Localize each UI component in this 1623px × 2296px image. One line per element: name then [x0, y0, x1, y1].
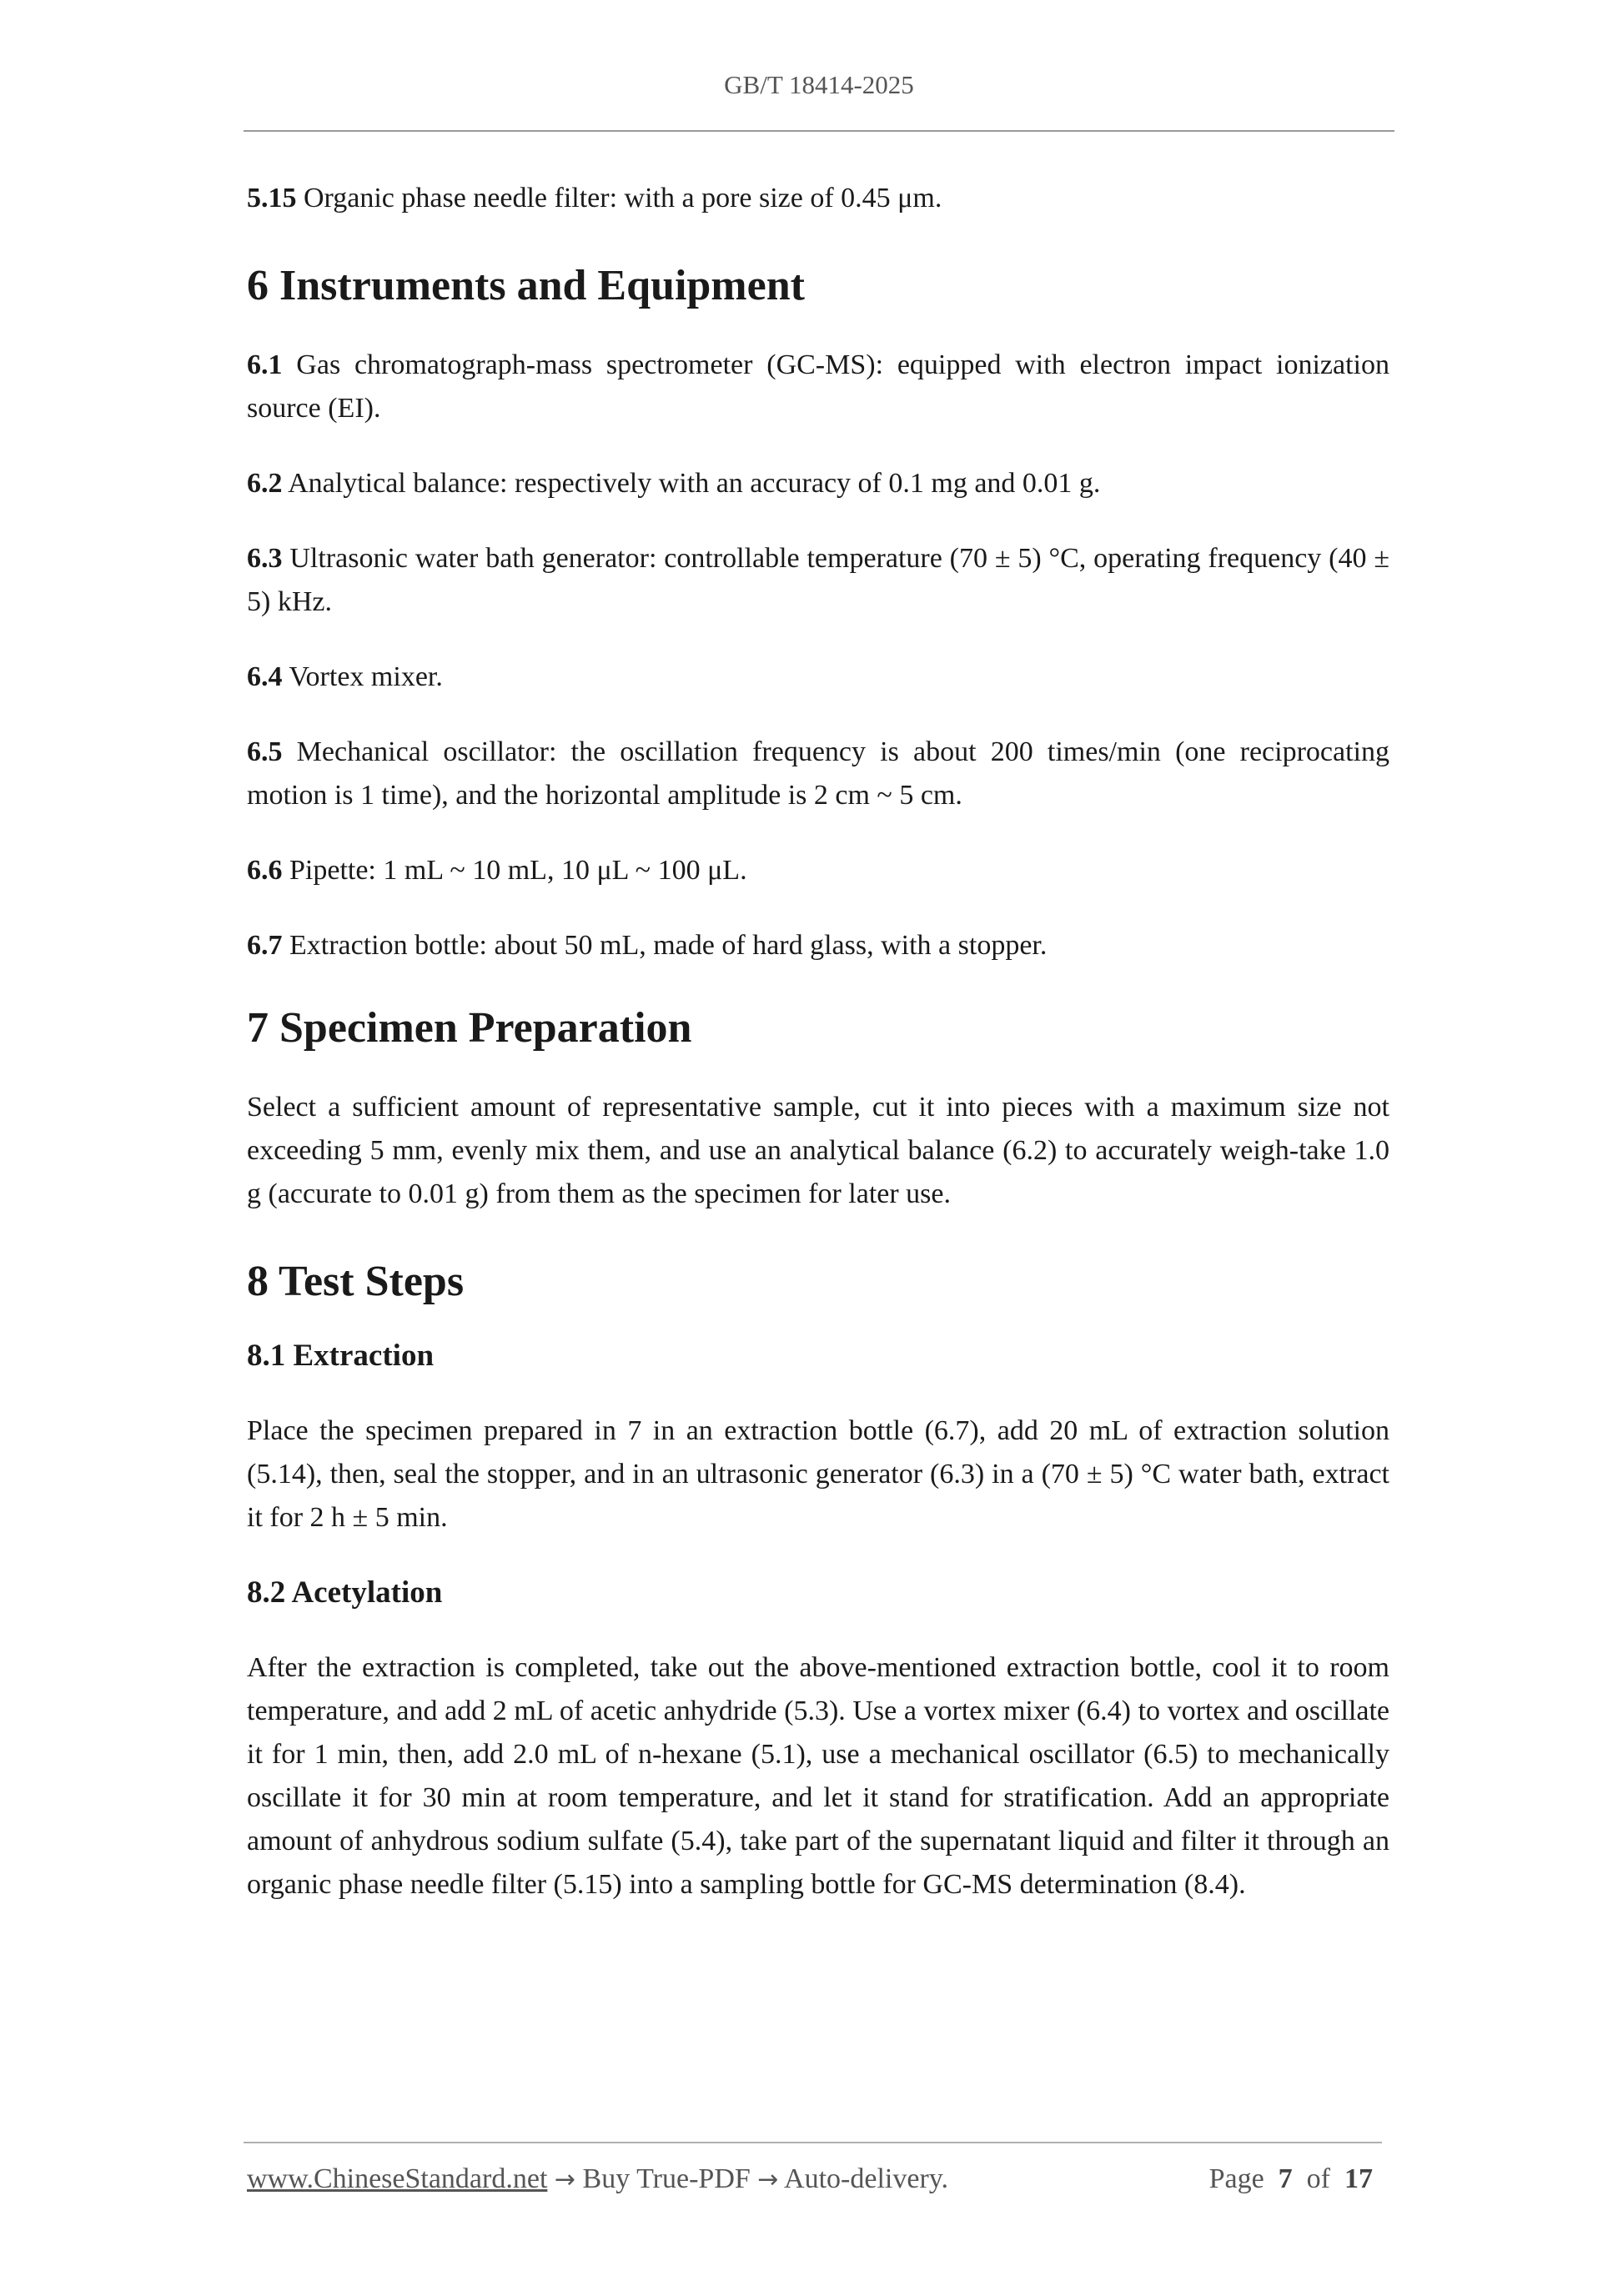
total-page-number: 17 [1344, 2163, 1373, 2194]
clause-number: 6.6 [247, 855, 283, 886]
specimen-preparation-text: Select a sufficient amount of representative sample, cut it into pieces with a maximum size not exceeding 5 mm, evenly mix them, and use an analytical balance (6.2) to accurately weigh-take 1.0 g (accurate to 0.01 g) from them as the specimen for later use. [247, 1092, 1389, 1209]
auto-delivery-text: Auto-delivery. [784, 2163, 949, 2194]
clause-text: Pipette: 1 mL ~ 10 mL, 10 μL ~ 100 μL. [289, 855, 747, 886]
clause-number: 6.1 [247, 349, 283, 380]
clause-6-1 [247, 344, 1389, 430]
arrow-right-icon: → [757, 2165, 779, 2194]
page-indicator [1209, 2163, 1373, 2195]
footer-divider [244, 2142, 1382, 2143]
current-page-number: 7 [1278, 2163, 1293, 2194]
acetylation-text: After the extraction is completed, take out the above-mentioned extraction bottle, cool it to room temperature, and add 2 mL of acetic anhydride (5.3). Use a vortex mixer (6.4) to vortex and oscillate it for 1 min, then, add 2.0 mL of n-hexane (5.1), use a mechanical oscillator (6.5) to mechanically oscillate it for 30 min at room temperature, and let it stand for stratification. Add an appropriate amount of anhydrous sodium sulfate (5.4), take part of the supernatant liquid and filter it through an organic phase needle filter (5.15) into a sampling bottle for GC-MS determination (8.4). [247, 1652, 1389, 1900]
clause-number: 5.15 [247, 183, 297, 214]
header-divider [244, 130, 1394, 132]
extraction-text: Place the specimen prepared in 7 in an extraction bottle (6.7), add 20 mL of extraction solution (5.14), then, seal the stopper, and in an ultrasonic generator (6.3) in a (70 ± 5) °C water bath, extract it for 2 h ± 5 min. [247, 1415, 1389, 1533]
subsection-heading-8-2: 8.2 Acetylation [247, 1575, 443, 1610]
clause-6-3 [247, 537, 1389, 624]
clause-number: 6.3 [247, 543, 283, 574]
section-heading-6: 6 Instruments and Equipment [247, 262, 805, 309]
subsection-heading-8-1: 8.1 Extraction [247, 1339, 435, 1373]
clause-number: 6.5 [247, 736, 283, 767]
clause-text: Extraction bottle: about 50 mL, made of hard glass, with a stopper. [289, 930, 1048, 961]
clause-6-5 [247, 731, 1389, 817]
clause-text: Analytical balance: respectively with an accuracy of 0.1 mg and 0.01 g. [288, 468, 1101, 499]
clause-number: 6.7 [247, 930, 283, 961]
section-heading-8: 8 Test Steps [247, 1258, 465, 1305]
of-label: of [1306, 2163, 1330, 2194]
page-header: GB/T 18414-2025 [724, 70, 914, 99]
clause-number: 6.2 [247, 468, 283, 499]
buy-true-pdf-text: Buy True-PDF [582, 2163, 751, 2194]
page-label: Page [1208, 2163, 1264, 2194]
clause-5-15 [247, 177, 1389, 220]
document-body [247, 177, 1389, 1907]
clause-6-6 [247, 849, 1389, 892]
clause-number: 6.4 [247, 661, 283, 692]
clause-text: Ultrasonic water bath generator: controllable temperature (70 ± 5) °C, operating frequency (40 ± 5) kHz. [247, 543, 1389, 617]
clause-6-4 [247, 656, 1389, 699]
website-link[interactable]: www.ChineseStandard.net [247, 2163, 548, 2194]
arrow-right-icon: → [554, 2165, 576, 2194]
section-heading-7: 7 Specimen Preparation [247, 1004, 692, 1052]
clause-text: Gas chromatograph-mass spectrometer (GC-MS): equipped with electron impact ionization source (EI). [247, 349, 1390, 424]
clause-text: Organic phase needle filter: with a pore size of 0.45 μm. [304, 183, 942, 214]
clause-text: Vortex mixer. [289, 661, 443, 692]
clause-text: Mechanical oscillator: the oscillation frequency is about 200 times/min (one reciprocating motion is 1 time), and the horizontal amplitude is 2 cm ~ 5 cm. [247, 736, 1389, 811]
clause-6-7 [247, 924, 1389, 967]
clause-6-2 [247, 462, 1389, 505]
page-footer [247, 2163, 1381, 2195]
